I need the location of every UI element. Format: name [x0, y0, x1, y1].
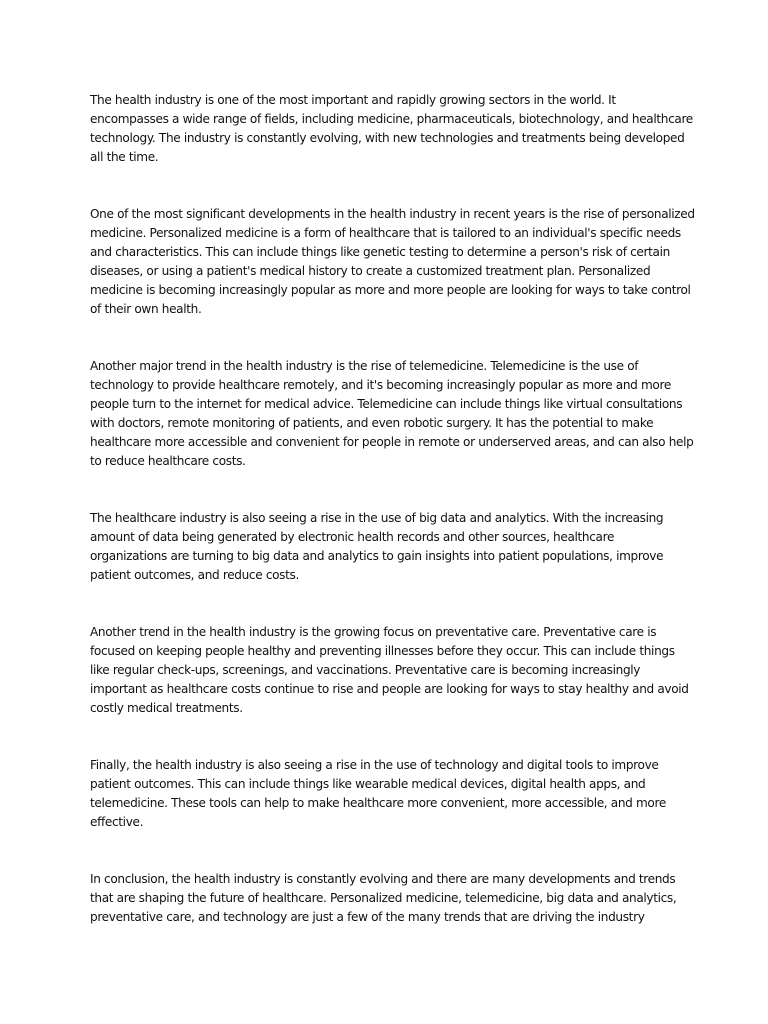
text-line: Finally, the health industry is also seeing a rise in the use of technology and digital tools to improve [90, 758, 659, 772]
paragraph-telemedicine [90, 357, 694, 471]
text-line: telemedicine. These tools can help to make healthcare more convenient, more accessible, and more [90, 796, 666, 810]
text-line: technology. The industry is constantly evolving, with new technologies and treatments being developed [90, 131, 685, 145]
text-line: people turn to the internet for medical advice. Telemedicine can include things like virtual consultations [90, 397, 683, 411]
text-line: The healthcare industry is also seeing a rise in the use of big data and analytics. With the increasing [90, 511, 664, 525]
text-line: focused on keeping people healthy and preventing illnesses before they occur. This can include things [90, 644, 675, 658]
text-line: of their own health. [90, 302, 202, 316]
text-line: important as healthcare costs continue to rise and people are looking for ways to stay healthy and avoid [90, 682, 689, 696]
paragraph-preventative-care [90, 623, 690, 718]
text-line: that are shaping the future of healthcare. Personalized medicine, telemedicine, big data and analytics, [90, 891, 677, 905]
text-line: like regular check-ups, screenings, and vaccinations. Preventative care is becoming increasingly [90, 663, 641, 677]
text-line: and characteristics. This can include things like genetic testing to determine a person's risk of certain [90, 245, 670, 259]
paragraph-conclusion [90, 870, 690, 927]
text-line: medicine. Personalized medicine is a form of healthcare that is tailored to an individual's specific needs [90, 226, 681, 240]
paragraph-big-data [90, 509, 690, 585]
text-line: diseases, or using a patient's medical history to create a customized treatment plan. Personalized [90, 264, 651, 278]
paragraph-health-industry-intro [90, 91, 693, 167]
text-line: amount of data being generated by electronic health records and other sources, healthcare [90, 530, 615, 544]
paragraph-personalized-medicine [90, 205, 695, 319]
text-line: healthcare more accessible and convenient for people in remote or underserved areas, and can also help [90, 435, 694, 449]
text-line: Another major trend in the health industry is the rise of telemedicine. Telemedicine is the use of [90, 359, 639, 373]
text-line: effective. [90, 815, 144, 829]
text-line: The health industry is one of the most important and rapidly growing sectors in the world. It [90, 93, 616, 107]
text-line: costly medical treatments. [90, 701, 243, 715]
text-line: all the time. [90, 150, 159, 164]
text-line: with doctors, remote monitoring of patients, and even robotic surgery. It has the potential to make [90, 416, 654, 430]
text-line: patient outcomes, and reduce costs. [90, 568, 299, 582]
text-line: technology to provide healthcare remotely, and it's becoming increasingly popular as more and more [90, 378, 671, 392]
text-line: In conclusion, the health industry is constantly evolving and there are many developments and trends [90, 872, 676, 886]
text-line: encompasses a wide range of fields, including medicine, pharmaceuticals, biotechnology, and healthcare [90, 112, 693, 126]
text-line: to reduce healthcare costs. [90, 454, 246, 468]
text-line: patient outcomes. This can include things like wearable medical devices, digital health apps, and [90, 777, 646, 791]
text-line: preventative care, and technology are just a few of the many trends that are driving the industry [90, 910, 645, 924]
text-line: medicine is becoming increasingly popular as more and more people are looking for ways to take control [90, 283, 691, 297]
text-line: Another trend in the health industry is the growing focus on preventative care. Preventative care is [90, 625, 657, 639]
paragraph-digital-tools [90, 756, 690, 832]
text-line: One of the most significant developments in the health industry in recent years is the rise of personalized [90, 207, 695, 221]
text-line: organizations are turning to big data and analytics to gain insights into patient populations, improve [90, 549, 664, 563]
